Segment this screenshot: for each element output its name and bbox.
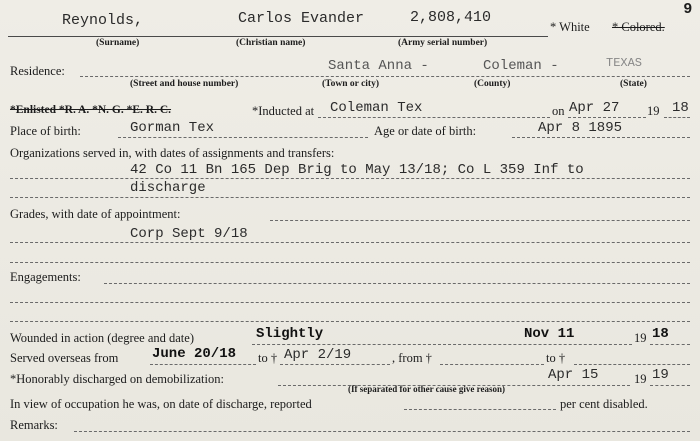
disability-suffix: per cent disabled. (560, 397, 648, 411)
serial-number-value: 2,808,410 (410, 9, 492, 26)
discharge-year-suffix: 19 (652, 367, 669, 383)
residence-label: Residence: (10, 64, 65, 78)
grades-label: Grades, with date of appointment: (10, 207, 181, 221)
serial-number-caption: (Army serial number) (398, 38, 488, 48)
surname-value: Reynolds, (62, 12, 144, 29)
discharge-label: *Honorably discharged on demobilization: (10, 372, 224, 386)
overseas-label: Served overseas from (10, 351, 119, 365)
residence-town: Santa Anna - (328, 58, 429, 74)
organizations-line-1: 42 Co 11 Bn 165 Dep Brig to May 13/18; Co L 359 Inf to (130, 162, 584, 178)
organizations-label: Organizations served in, with dates of assignments and transfers: (10, 146, 335, 160)
overseas-to-date: Apr 2/19 (284, 347, 352, 363)
wounded-label: Wounded in action (degree and date) (10, 331, 194, 345)
birth-date-label: Age or date of birth: (374, 124, 477, 138)
wounded-year-prefix: 19 (634, 331, 647, 345)
wounded-year-suffix: 18 (652, 326, 669, 342)
christian-name-caption: (Christian name) (236, 38, 306, 48)
inducted-on-label: on (552, 104, 565, 118)
inducted-year-prefix: 19 (647, 104, 660, 118)
town-caption: (Town or city) (322, 79, 379, 89)
residence-county: Coleman - (483, 58, 559, 74)
discharge-year-prefix: 19 (634, 372, 647, 386)
christian-name-value: Carlos Evander (238, 10, 365, 27)
surname-caption: (Surname) (96, 38, 140, 48)
organizations-line-2: discharge (130, 180, 206, 196)
separated-note: (If separated for other cause give reason) (348, 384, 505, 394)
inducted-date: Apr 27 (569, 100, 620, 116)
residence-state: TEXAS (606, 56, 643, 70)
birth-date-value: Apr 8 1895 (538, 120, 623, 136)
birth-place-value: Gorman Tex (130, 120, 215, 136)
state-caption: (State) (620, 79, 647, 89)
race-colored-label: * Colored. (612, 20, 665, 34)
race-white-label: * White (550, 20, 590, 34)
overseas-from-date: June 20/18 (152, 346, 237, 362)
county-caption: (County) (474, 79, 511, 89)
wounded-degree: Slightly (256, 326, 324, 342)
enlisted-struck-label: *Enlisted *R. A. *N. G. *E. R. C. (10, 104, 172, 116)
remarks-label: Remarks: (10, 418, 58, 432)
inducted-label: *Inducted at (252, 104, 315, 118)
disability-label: In view of occupation he was, on date of discharge, reported (10, 397, 312, 411)
discharge-date: Apr 15 (548, 367, 599, 383)
overseas-to-label-2: to † (546, 351, 566, 365)
inducted-at-value: Coleman Tex (330, 100, 423, 116)
overseas-from-label-2: , from † (392, 351, 432, 365)
engagements-label: Engagements: (10, 270, 81, 284)
birth-place-label: Place of birth: (10, 124, 81, 138)
wounded-date: Nov 11 (524, 326, 575, 342)
inducted-year-suffix: 18 (672, 100, 689, 116)
card-number: 9 (683, 0, 692, 17)
overseas-to-label: to † (258, 351, 278, 365)
grades-value: Corp Sept 9/18 (130, 226, 248, 242)
street-caption: (Street and house number) (130, 79, 239, 89)
